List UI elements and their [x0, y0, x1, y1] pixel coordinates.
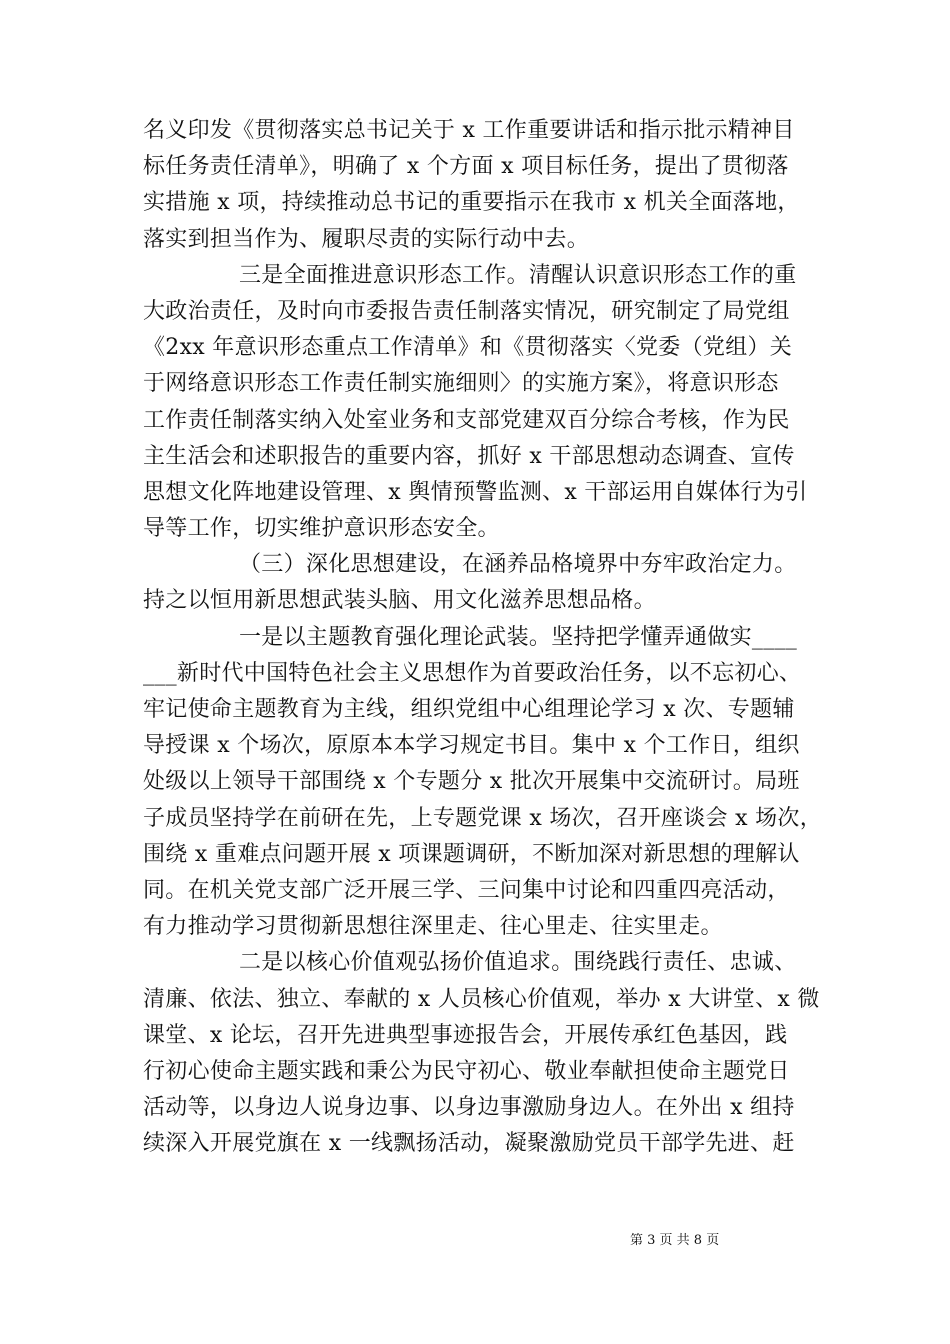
text-line: 标任务责任清单》，明确了 x 个方面 x 项目标任务，提出了贯彻落: [143, 154, 789, 180]
text-line: 《2xx 年意识形态重点工作清单》和《贯彻落实〈党委（党组）关: [143, 335, 793, 361]
text-line: 名义印发《贯彻落实总书记关于 x 工作重要讲话和指示批示精神目: [143, 118, 795, 143]
text-line: 子成员坚持学在前研在先，上专题党课 x 场次，召开座谈会 x 场次，: [143, 805, 822, 831]
text-line: 行初心使命主题实践和秉公为民守初心、敬业奉献担使命主题党日: [143, 1058, 790, 1084]
text-line: 处级以上领导干部围绕 x 个专题分 x 批次开展集中交流研讨。局班: [143, 769, 800, 795]
text-line: 主生活会和述职报告的重要内容，抓好 x 干部思想动态调查、宣传: [143, 443, 795, 469]
text-line: 工作责任制落实纳入处室业务和支部党建双百分综合考核，作为民: [143, 407, 790, 433]
document-body: [143, 113, 822, 1162]
paragraph-first-line: 三是全面推进意识形态工作。清醒认识意识形态工作的重: [239, 262, 797, 288]
text-line: 大政治责任，及时向市委报告责任制落实情况，研究制定了局党组: [143, 298, 790, 324]
text-line: 围绕 x 重难点问题开展 x 项课题调研，不断加深对新思想的理解认: [143, 841, 800, 867]
text-line: 活动等，以身边人说身边事、以身边事激励身边人。在外出 x 组持: [143, 1095, 795, 1121]
text-line: 清廉、依法、独立、奉献的 x 人员核心价值观，举办 x 大讲堂、x 微: [143, 986, 820, 1012]
text-line: ___新时代中国特色社会主义思想作为首要政治任务，以不忘初心、: [143, 660, 802, 686]
paragraph-first-line: 一是以主题教育强化理论武装。坚持把学懂弄通做实____: [239, 624, 798, 650]
section-heading: （三）深化思想建设，在涵养品格境界中夯牢政治定力。: [239, 552, 797, 578]
text-line: 思想文化阵地建设管理、x 舆情预警监测、x 干部运用自媒体行为引: [143, 479, 808, 505]
text-line: 导授课 x 个场次，原原本本学习规定书目。集中 x 个工作日，组织: [143, 733, 800, 759]
text-line: 续深入开展党旗在 x 一线飘扬活动，凝聚激励党员干部学先进、赶: [143, 1131, 795, 1157]
page-number: 第 3 页 共 8 页: [630, 1233, 720, 1248]
text-line: 牢记使命主题教育为主线，组织党组中心组理论学习 x 次、专题辅: [143, 697, 795, 722]
text-line: 课堂、x 论坛，召开先进典型事迹报告会，开展传承红色基因，践: [143, 1022, 788, 1048]
text-line: 导等工作，切实维护意识形态安全。: [143, 516, 500, 542]
text-line: 实措施 x 项，持续推动总书记的重要指示在我市 x 机关全面落地，: [143, 190, 800, 216]
text-line: 落实到担当作为、履职尽责的实际行动中去。: [143, 226, 590, 252]
text-line: 于网络意识形态工作责任制实施细则〉的实施方案》，将意识形态: [143, 371, 779, 397]
text-line: 有力推动学习贯彻新思想往深里走、往心里走、往实里走。: [143, 914, 723, 940]
text-line: 持之以恒用新思想武装头脑、用文化滋养思想品格。: [143, 588, 656, 614]
text-line: 同。在机关党支部广泛开展三学、三问集中讨论和四重四亮活动，: [143, 877, 790, 903]
paragraph-first-line: 二是以核心价值观弘扬价值追求。围绕践行责任、忠诚、: [239, 950, 797, 976]
